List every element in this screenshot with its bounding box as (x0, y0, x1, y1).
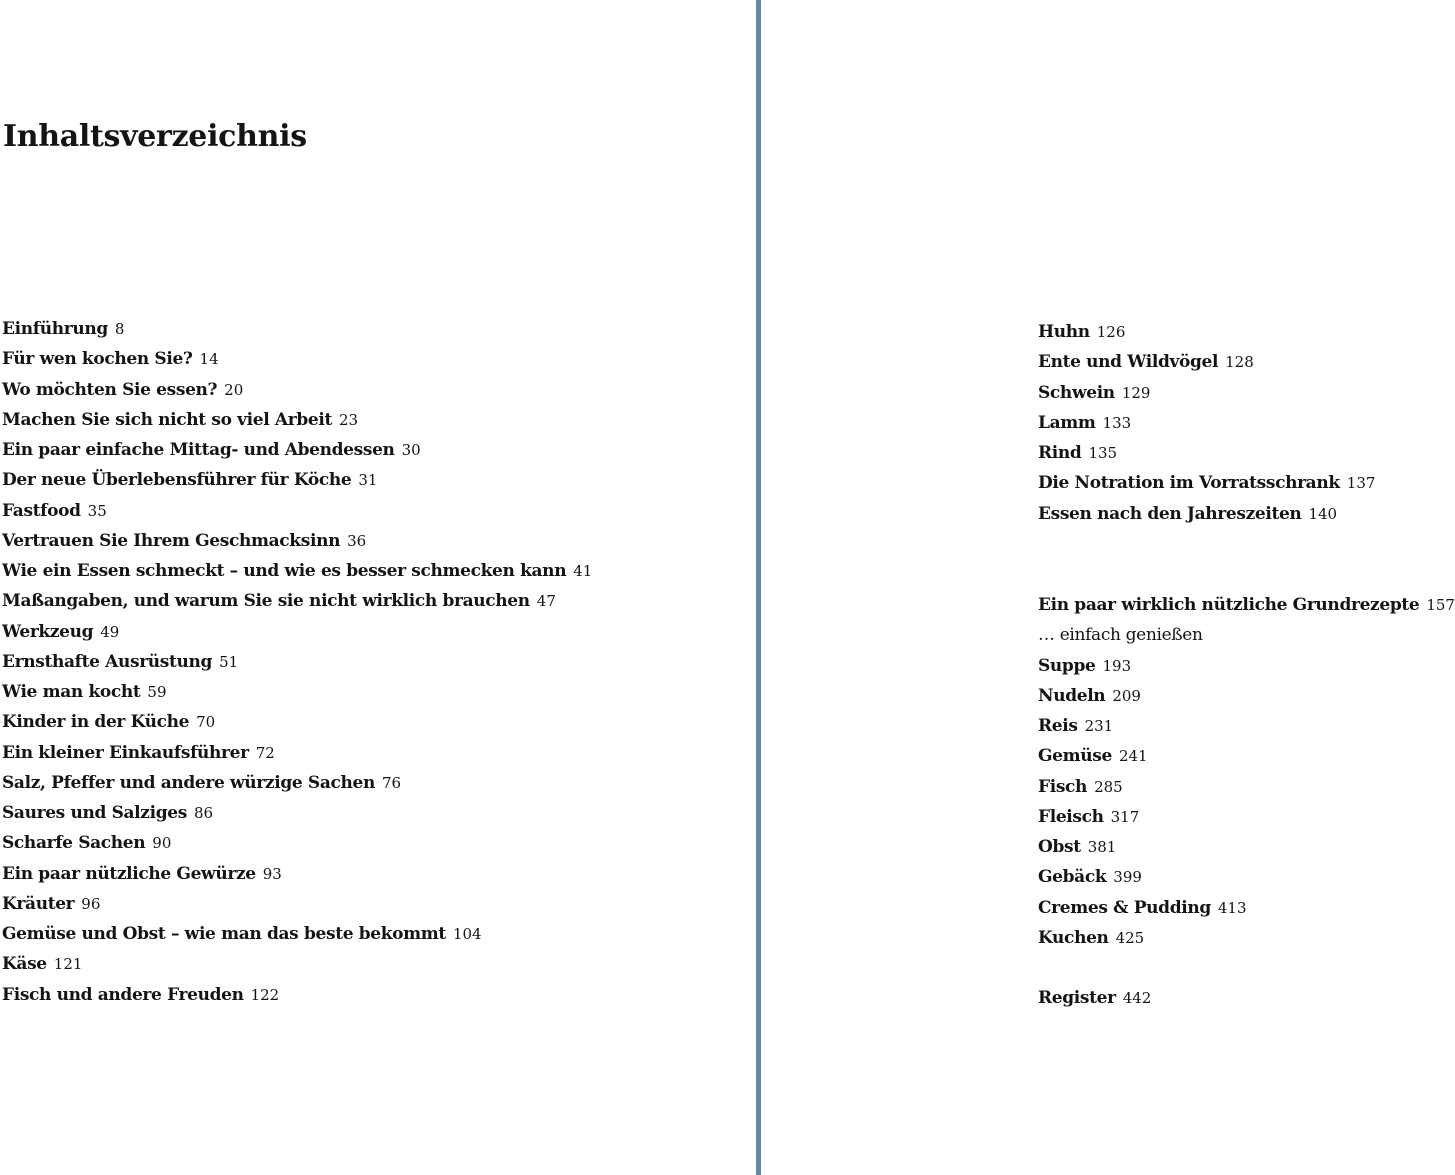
toc-entry-page: 122 (250, 985, 280, 1004)
toc-entry-title: Reis (1038, 716, 1078, 736)
toc-entry-page: 425 (1115, 928, 1145, 947)
toc-entry[interactable] (2, 586, 592, 616)
toc-entry-title: Scharfe Sachen (2, 833, 146, 854)
toc-list-left (2, 314, 592, 1010)
toc-entry-title: Fisch und andere Freuden (2, 984, 244, 1005)
toc-entry[interactable] (2, 617, 592, 647)
toc-entry-title: Gebäck (1038, 867, 1107, 888)
toc-entry-title: Käse (2, 954, 47, 975)
toc-entry[interactable] (2, 919, 592, 949)
toc-entry[interactable] (2, 738, 592, 768)
toc-entry-page: 76 (381, 773, 402, 792)
toc-entry[interactable] (2, 828, 592, 858)
toc-entry-title: Ernsthafte Ausrüstung (2, 651, 213, 672)
toc-entry-title: Register (1038, 988, 1116, 1008)
toc-list-right-group-1 (1038, 317, 1375, 529)
toc-entry-title: Rind (1038, 443, 1082, 463)
toc-entry[interactable] (1038, 468, 1375, 498)
toc-entry-title: Gemüse (1038, 746, 1112, 767)
toc-entry-title: Der neue Überlebensführer für Köche (2, 470, 352, 491)
page-divider (756, 0, 761, 1175)
toc-entry-page: 86 (193, 804, 214, 822)
toc-entry[interactable] (1038, 378, 1375, 408)
toc-entry[interactable] (1038, 499, 1375, 529)
toc-entry-page: 41 (573, 562, 593, 580)
toc-entry[interactable] (1038, 923, 1455, 953)
toc-entry-title: Essen nach den Jahreszeiten (1038, 503, 1302, 524)
toc-entry[interactable] (1038, 893, 1455, 923)
toc-entry-title: Ein paar wirklich nützliche Grundrezepte (1038, 595, 1420, 615)
toc-entry-title: Lamm (1038, 412, 1096, 433)
toc-entry-title: Gemüse und Obst – wie man das beste bekommt (2, 924, 446, 944)
toc-entry[interactable] (2, 496, 592, 526)
toc-entry-page: 93 (262, 864, 282, 883)
toc-entry-title: Ein paar nützliche Gewürze (2, 863, 256, 884)
toc-entry[interactable] (2, 344, 592, 374)
toc-entry-page: 31 (358, 471, 378, 490)
toc-entry[interactable] (2, 859, 592, 889)
toc-entry[interactable] (2, 405, 592, 435)
toc-entry-page: 241 (1118, 747, 1148, 766)
toc-entry-page: 36 (347, 531, 367, 550)
toc-entry-page: 104 (452, 925, 482, 943)
toc-entry-page: 442 (1122, 989, 1152, 1007)
toc-entry-page: 20 (224, 380, 244, 399)
toc-entry-page: 96 (81, 894, 101, 913)
toc-entry-title: Vertrauen Sie Ihrem Geschmacksinn (2, 530, 341, 551)
toc-entry-title: Huhn (1038, 322, 1090, 342)
toc-entry-page: 140 (1308, 504, 1338, 523)
toc-section-title: … einfach genießen (1038, 625, 1203, 646)
toc-entry[interactable] (2, 465, 592, 495)
toc-entry-page: 8 (114, 320, 125, 338)
toc-entry[interactable] (1038, 347, 1375, 377)
toc-entry[interactable] (2, 647, 592, 677)
toc-entry-page: 193 (1102, 656, 1132, 675)
toc-entry[interactable] (2, 889, 592, 919)
toc-entry-title: Die Notration im Vorratsschrank (1038, 473, 1340, 494)
toc-entry-page: 285 (1094, 777, 1123, 796)
page-title: Inhaltsverzeichnis (3, 119, 307, 154)
toc-entry-page: 137 (1346, 474, 1376, 493)
toc-entry[interactable] (1038, 438, 1375, 468)
toc-entry-title: Obst (1038, 837, 1081, 857)
toc-entry-page: 30 (401, 441, 421, 459)
toc-entry-page: 128 (1225, 353, 1254, 372)
toc-entry-title: Maßangaben, und warum Sie sie nicht wirklich brauchen (2, 591, 530, 612)
toc-entry-title: Ein kleiner Einkaufsführer (2, 742, 249, 763)
toc-entry-page: 231 (1084, 717, 1114, 735)
toc-entry[interactable] (2, 435, 592, 465)
toc-entry-title: Fastfood (2, 500, 81, 521)
toc-entry[interactable] (2, 980, 592, 1010)
toc-entry[interactable] (2, 677, 592, 707)
toc-entry-title: Wo möchten Sie essen? (2, 379, 218, 400)
toc-entry[interactable] (1038, 317, 1375, 347)
toc-entry-page: 381 (1087, 838, 1117, 856)
toc-list-right-group-2 (1038, 590, 1455, 953)
toc-entry-page: 47 (536, 592, 556, 611)
toc-entry-title: Wie man kocht (2, 682, 141, 702)
toc-entry-page: 49 (100, 622, 120, 641)
toc-entry-page: 209 (1112, 686, 1141, 705)
toc-entry-title: Schwein (1038, 382, 1115, 403)
toc-entry-title: Kräuter (2, 893, 75, 914)
toc-section-heading[interactable] (1038, 620, 1455, 650)
toc-entry-title: Nudeln (1038, 685, 1106, 706)
toc-entry-page: 135 (1088, 444, 1118, 462)
toc-entry[interactable] (2, 375, 592, 405)
toc-entry[interactable] (2, 949, 592, 979)
toc-entry-title: Suppe (1038, 655, 1096, 676)
toc-entry-page: 59 (147, 683, 167, 701)
toc-entry-title: Ente und Wildvögel (1038, 352, 1219, 373)
toc-entry[interactable] (2, 526, 592, 556)
toc-entry[interactable] (1038, 772, 1455, 802)
toc-entry[interactable] (1038, 802, 1455, 832)
toc-entry-title: Cremes & Pudding (1038, 897, 1211, 918)
toc-entry[interactable] (1038, 711, 1455, 741)
toc-entry-page: 90 (152, 834, 172, 853)
toc-entry[interactable] (1038, 681, 1455, 711)
toc-entry-page: 413 (1217, 898, 1247, 917)
right-page (762, 0, 1455, 1175)
toc-entry-page: 35 (87, 501, 107, 520)
toc-entry[interactable] (1038, 590, 1455, 620)
toc-entry-page: 129 (1121, 383, 1151, 402)
toc-entry-page: 14 (199, 350, 219, 369)
toc-entry-title: Ein paar einfache Mittag- und Abendessen (2, 440, 395, 460)
toc-entry[interactable] (1038, 741, 1455, 771)
toc-entry[interactable] (1038, 408, 1375, 438)
toc-entry-page: 23 (338, 410, 359, 429)
toc-entry-page: 126 (1096, 323, 1126, 341)
toc-entry-page: 399 (1113, 868, 1142, 887)
toc-entry[interactable] (2, 314, 592, 344)
toc-entry-title: Salz, Pfeffer und andere würzige Sachen (2, 772, 375, 793)
toc-entry[interactable] (2, 798, 592, 828)
toc-list-right-group-3 (1038, 983, 1151, 1013)
toc-entry-page: 72 (255, 743, 275, 762)
toc-entry-title: Für wen kochen Sie? (2, 349, 193, 370)
toc-entry-title: Einführung (2, 319, 108, 339)
toc-entry-title: Fisch (1038, 776, 1088, 797)
toc-entry[interactable] (2, 768, 592, 798)
toc-entry-title: Wie ein Essen schmeckt – und wie es besser schmecken kann (2, 561, 567, 581)
toc-entry-title: Kinder in der Küche (2, 712, 190, 733)
toc-entry-title: Kuchen (1038, 927, 1109, 948)
toc-entry[interactable] (1038, 651, 1455, 681)
toc-entry-title: Werkzeug (2, 621, 94, 642)
toc-entry-page: 133 (1102, 413, 1132, 432)
toc-entry-title: Fleisch (1038, 806, 1104, 827)
toc-entry-page: 70 (196, 713, 216, 732)
toc-entry-page: 157 (1426, 596, 1455, 614)
toc-entry[interactable] (2, 707, 592, 737)
toc-entry-title: Machen Sie sich nicht so viel Arbeit (2, 409, 332, 430)
toc-entry-page: 121 (53, 955, 83, 974)
toc-entry-page: 51 (219, 652, 239, 671)
toc-entry[interactable] (1038, 832, 1455, 862)
toc-entry-title: Saures und Salziges (2, 803, 187, 823)
toc-entry-page: 317 (1110, 807, 1140, 826)
toc-entry[interactable] (1038, 862, 1455, 892)
toc-entry[interactable] (2, 556, 592, 586)
toc-entry[interactable] (1038, 983, 1151, 1013)
